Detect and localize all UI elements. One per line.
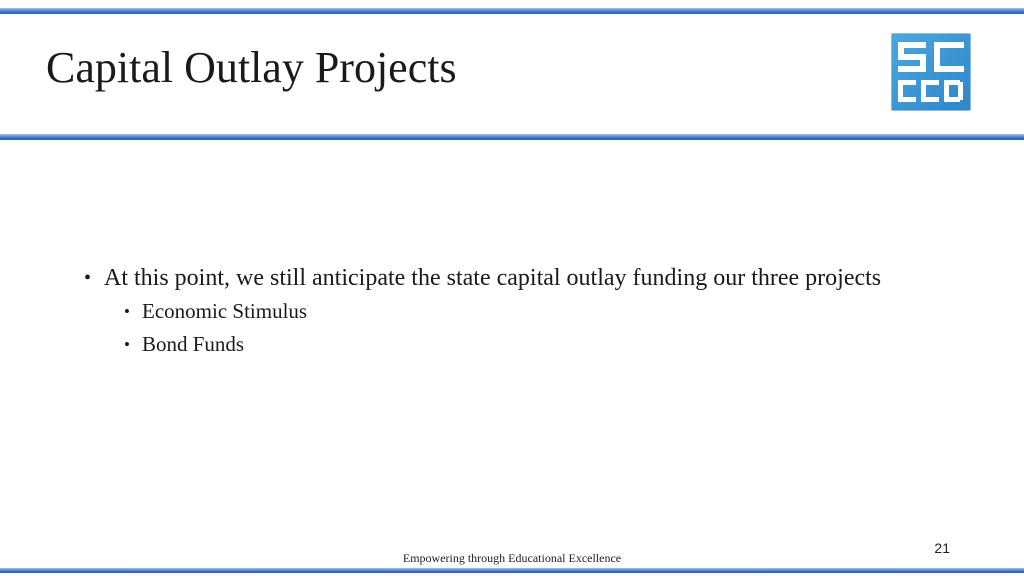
bullet-marker: • bbox=[84, 267, 92, 289]
sub-bullet-marker: • bbox=[124, 302, 130, 321]
top-accent-bar bbox=[0, 8, 1024, 14]
sub-bullet-marker: • bbox=[124, 335, 130, 354]
sub-bullet-item bbox=[84, 328, 964, 361]
slide-body bbox=[84, 262, 964, 361]
slide-title: Capital Outlay Projects bbox=[46, 43, 457, 92]
bottom-accent-bar bbox=[0, 568, 1024, 573]
header-divider bbox=[0, 134, 1024, 140]
page-number: 21 bbox=[934, 540, 950, 556]
sccccd-logo bbox=[891, 33, 971, 111]
footer-tagline: Empowering through Educational Excellence bbox=[402, 551, 622, 565]
sub-bullet-text: Economic Stimulus bbox=[142, 299, 308, 323]
sub-bullet-item bbox=[84, 295, 964, 328]
bullet-item bbox=[84, 262, 964, 295]
sub-bullet-text: Bond Funds bbox=[142, 332, 245, 356]
bullet-text: At this point, we still anticipate the state capital outlay funding our three projects bbox=[104, 265, 882, 291]
logo-glyphs-icon bbox=[892, 34, 970, 110]
